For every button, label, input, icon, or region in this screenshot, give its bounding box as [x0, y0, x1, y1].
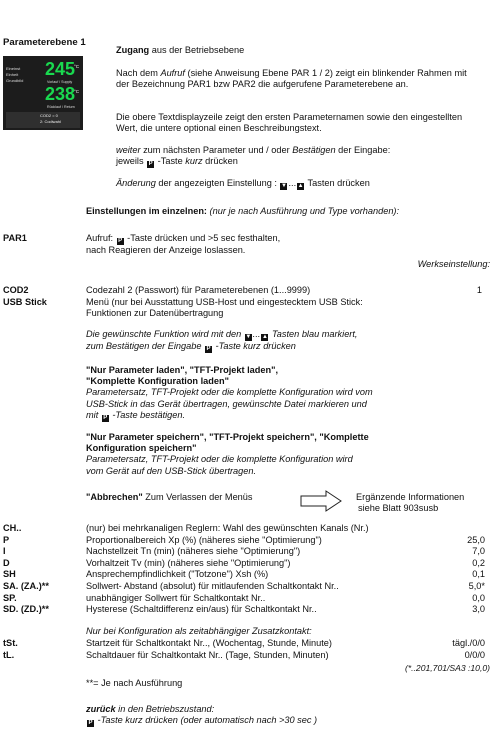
- parameter-value: 0,2: [472, 557, 485, 568]
- parameter-value: 5,0*: [468, 580, 485, 591]
- parameter-text: Startzeit für Schaltkontakt Nr.., (Wochentag, Stunde, Minute): [86, 638, 332, 648]
- usb-func2-a: zum Bestätigen der Eingabe: [86, 341, 204, 351]
- parameter-value: 0,1: [472, 569, 485, 580]
- usb-info-note: [356, 492, 492, 514]
- usb-load-desc3-b: -Taste bestätigen.: [109, 409, 186, 420]
- parameter-label: CH..: [3, 523, 22, 533]
- parameter-row: [3, 593, 489, 605]
- parameter-label: SA. (ZA.)**: [3, 580, 49, 591]
- usb-line2: Funktionen zur Datenübertragung: [86, 308, 224, 319]
- p-key-icon: P: [118, 238, 123, 244]
- usb-func1-b: Tasten blau markiert,: [269, 329, 358, 339]
- parameter-label: D: [3, 557, 10, 568]
- parameter-row: [3, 558, 489, 570]
- device-top-unit: °C: [74, 64, 80, 69]
- usb-load-block: [86, 365, 476, 422]
- parameter-row: [3, 650, 489, 662]
- footnote: **= Je nach Ausführung: [86, 678, 183, 688]
- parameter-text: (nur) bei mehrkanaligen Reglern: Wahl des gewünschten Kanals (Nr.): [86, 523, 369, 533]
- par1-line1-b: -Taste drücken und >5 sec festhalten,: [124, 233, 281, 243]
- zugang-bold: Zugang: [116, 45, 150, 55]
- p-key-icon: P: [88, 720, 93, 727]
- usb-save-title2: Konfiguration speichern": [86, 443, 197, 454]
- usb-description: [86, 297, 476, 319]
- usb-info-line2: siehe Blatt 903susb: [358, 503, 439, 514]
- parameter-label: SP.: [3, 592, 17, 603]
- footnote-reference: (*..201,701/SA3 :10,0): [404, 663, 490, 673]
- device-bottom-unit: °C: [74, 89, 80, 94]
- page-heading: Parameterebene 1: [3, 37, 86, 48]
- device-bottom-value: 238: [45, 84, 76, 104]
- settings-heading-italic: (nur je nach Ausführung und Type vorhanden):: [207, 206, 400, 216]
- return-rest: in den Betriebszustand:: [115, 704, 215, 714]
- usb-abort-rest: Zum Verlassen der Menüs: [142, 492, 253, 502]
- intro-p4-c: Tasten drücken: [305, 178, 370, 188]
- parameter-text: Sollwert- Abstand (absolut) für mitlaufenden Schaltkontakt Nr..: [86, 580, 339, 591]
- parameter-value: 0/0/0: [464, 649, 485, 660]
- par1-label: PAR1: [3, 233, 27, 243]
- parameter-value: 7,0: [472, 546, 485, 557]
- device-text-line2: 2: Codiwahl: [40, 119, 61, 124]
- intro-p4-aenderung: Änderung: [116, 178, 156, 188]
- down-key-icon: ▼: [245, 334, 252, 340]
- parameter-label: I: [3, 546, 6, 557]
- parameter-row: [3, 523, 489, 535]
- device-bottom-caption: Rücklauf / Return: [47, 105, 75, 109]
- return-bold: zurück: [86, 704, 116, 714]
- parameter-text: unabhängiger Sollwert für Schaltkontakt Nr..: [86, 592, 266, 603]
- zeit-note: Nur bei Konfiguration als zeitabhängiger Zusatzkontakt:: [86, 626, 312, 636]
- intro-p1-a: Nach dem: [116, 68, 161, 78]
- parameter-row: [3, 604, 489, 616]
- intro-p3-weiter: weiter: [116, 145, 141, 155]
- usb-save-desc2: vom Gerät auf den USB-Stick übertragen.: [86, 465, 257, 476]
- parameter-label: tL.: [3, 649, 15, 660]
- intro-p3-kurz: kurz: [185, 156, 203, 167]
- zugang-rest: aus der Betriebsebene: [149, 45, 245, 55]
- parameter-label: SH: [3, 569, 16, 580]
- intro-p1-b: (siehe Anweisung Ebene PAR 1 / 2) zeigt ein blinkender Rahmen mit der Bezeichnung PAR1 bzw PAR2 die aufgerufene Parameterebene an.: [116, 68, 467, 90]
- device-text-area: [6, 112, 80, 128]
- time-parameter-list: [3, 638, 489, 661]
- intro-paragraph-1: [116, 68, 476, 90]
- device-row3-label: Grundbild: [6, 78, 24, 83]
- usb-save-desc1: Parametersatz, TFT-Projekt oder die komplette Konfiguration wird: [86, 454, 353, 465]
- down-key-icon: ▼: [280, 183, 287, 189]
- parameter-label: tSt.: [3, 638, 18, 648]
- intro-p3-d: der Eingabe:: [335, 145, 391, 155]
- usb-load-title2: "Komplette Konfiguration laden": [86, 376, 229, 387]
- intro-p3-e: jeweils: [116, 156, 147, 167]
- usb-func1-a: Die gewünschte Funktion wird mit den: [86, 329, 244, 339]
- par1-line1-a: Aufruf:: [86, 233, 116, 243]
- usb-abort-line: [86, 492, 306, 503]
- key-separator: ...: [252, 329, 261, 339]
- device-row2-label: Einheit: [6, 72, 19, 77]
- usb-line1: Menü (nur bei Ausstattung USB-Host und eingestecktem USB Stick:: [86, 297, 363, 307]
- device-display: [3, 56, 83, 130]
- parameter-value: 3,0: [472, 604, 485, 615]
- parameter-text: Nachstellzeit Tn (min) (näheres siehe "Optimierung"): [86, 546, 301, 557]
- cod2-value: 1: [476, 285, 482, 295]
- cod2-text: Codezahl 2 (Passwort) für Parameterebenen (1...9999): [86, 285, 311, 295]
- werkseinstellung-label: Werkseinstellung:: [417, 259, 490, 269]
- intro-paragraph-4: [116, 178, 476, 190]
- up-key-icon: ▲: [261, 334, 268, 340]
- parameter-label: P: [3, 534, 10, 545]
- intro-paragraph-3: [116, 145, 476, 168]
- usb-func2-b: -Taste kurz drücken: [212, 341, 296, 351]
- p-key-icon: P: [206, 346, 211, 352]
- intro-p3-bestaetigen: Bestätigen: [292, 145, 336, 155]
- right-arrow-icon: [300, 490, 342, 512]
- intro-p3-b: zum nächsten Parameter und / oder: [140, 145, 293, 155]
- return-note: [86, 704, 476, 727]
- par1-description: [86, 233, 466, 256]
- parameter-text: Hysterese (Schaltdifferenz ein/aus) für Schaltkontakt Nr..: [86, 604, 317, 615]
- intro-p1-aufruf: Aufruf: [160, 68, 185, 78]
- device-top-caption: Vorlauf / Supply: [47, 80, 73, 84]
- parameter-label: SD. (ZD.)**: [3, 604, 49, 615]
- parameter-value: tägl./0/0: [452, 638, 485, 648]
- parameter-row: [3, 546, 489, 558]
- parameter-row: [3, 569, 489, 581]
- parameter-text: Ansprechempfindlichkeit ("Totzone") Xsh (%): [86, 569, 269, 580]
- device-row1-label: Eineinst: [6, 66, 21, 71]
- device-text-line1: COD2 = 0: [40, 113, 58, 118]
- p-key-icon: P: [103, 414, 108, 421]
- intro-p3-h: drücken: [202, 156, 238, 167]
- par1-line2: nach Reagieren der Anzeige loslassen.: [86, 245, 246, 255]
- parameter-value: 0,0: [472, 592, 485, 603]
- usb-label: USB Stick: [3, 297, 47, 307]
- usb-info-line1: Ergänzende Informationen: [356, 492, 465, 502]
- usb-load-title1: "Nur Parameter laden", "TFT-Projekt laden",: [86, 365, 279, 375]
- parameter-text: Proportionalbereich Xp (%) (näheres siehe "Optimierung"): [86, 534, 322, 545]
- parameter-value: 25,0: [467, 534, 485, 545]
- p-key-icon: P: [148, 161, 153, 168]
- parameter-row: [3, 638, 489, 650]
- up-key-icon: ▲: [297, 183, 304, 189]
- intro-p4-b: der angezeigten Einstellung :: [155, 178, 280, 188]
- cod2-label: COD2: [3, 285, 29, 295]
- parameter-row: [3, 581, 489, 593]
- device-top-value: 245: [45, 59, 76, 79]
- usb-save-title1: "Nur Parameter speichern", "TFT-Projekt speichern", "Komplette: [86, 432, 369, 442]
- parameter-text: Schaltdauer für Schaltkontakt Nr.. (Tage, Stunden, Minuten): [86, 649, 329, 660]
- usb-load-desc2: USB-Stick in das Gerät übertragen, gewünschte Datei markieren und: [86, 398, 367, 409]
- return-line2: -Taste kurz drücken (oder automatisch nach >30 sec ): [95, 715, 318, 726]
- usb-load-desc1: Parametersatz, TFT-Projekt oder die komplette Konfiguration wird vom: [86, 387, 373, 398]
- usb-save-block: [86, 432, 476, 477]
- settings-heading: [86, 206, 491, 217]
- parameter-text: Vorhaltzeit Tv (min) (näheres siehe "Optimierung"): [86, 557, 291, 568]
- usb-abort-bold: "Abbrechen": [86, 492, 143, 502]
- usb-load-desc3-a: mit: [86, 409, 101, 420]
- intro-p3-f: -Taste: [155, 156, 186, 167]
- usb-function-hint: [86, 329, 476, 353]
- settings-heading-bold: Einstellungen im einzelnen:: [86, 206, 207, 216]
- parameter-row: [3, 535, 489, 547]
- key-separator: ...: [288, 178, 297, 188]
- parameter-list: [3, 523, 489, 616]
- intro-paragraph-2: Die obere Textdisplayzeile zeigt den ersten Parameternamen sowie den eingestellten Wert, die untere optional einen Beschreibungstext.: [116, 112, 463, 134]
- zugang-line: [116, 45, 476, 56]
